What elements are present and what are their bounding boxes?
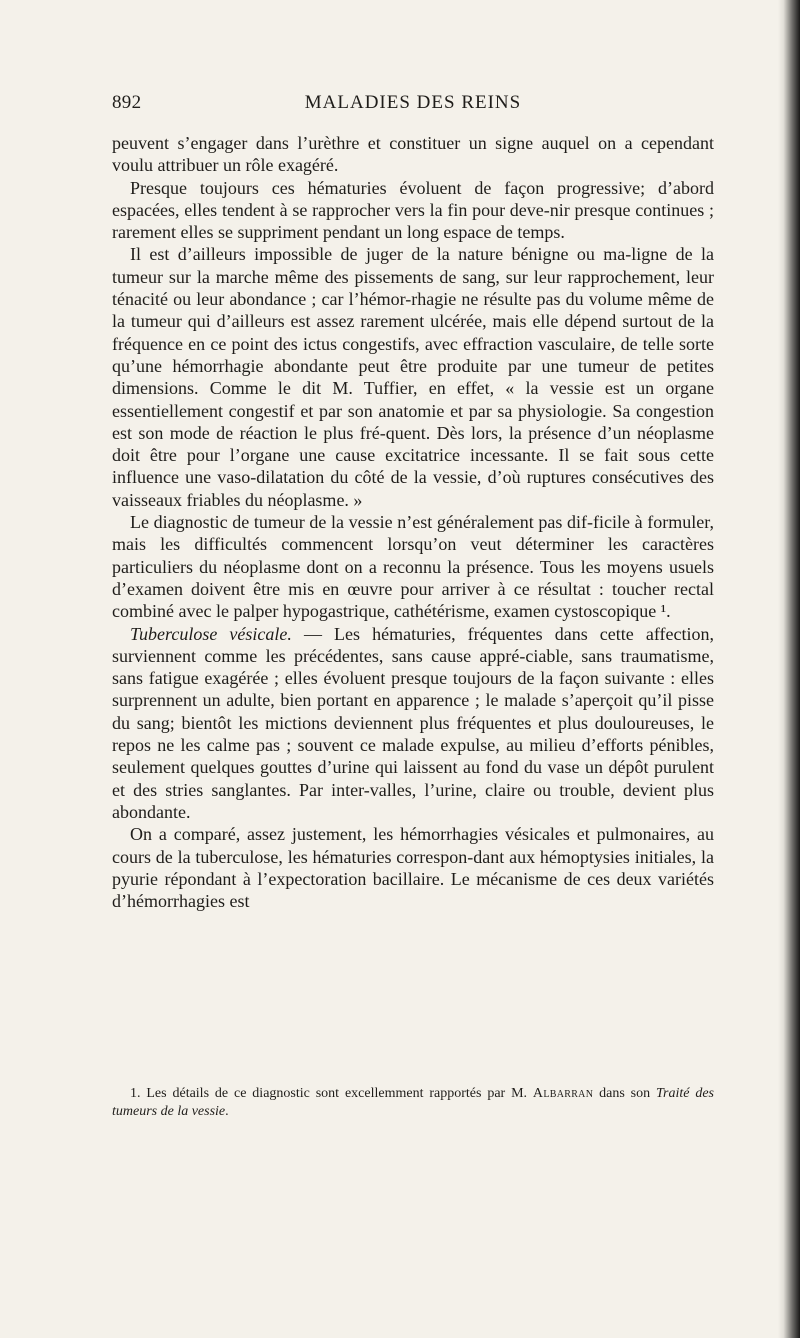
page-header (112, 92, 714, 120)
paragraph-continuation: peuvent s’engager dans l’urèthre et constituer un signe auquel on a cependant voulu attribuer un rôle exagéré. (112, 133, 714, 176)
section-heading-tuberculose: Tuberculose vésicale. (130, 623, 292, 644)
footnote-book-title: Traité des tumeurs de la vessie (112, 1086, 714, 1119)
footnote-author: Albarran (532, 1086, 594, 1101)
binding-shadow (778, 0, 800, 1338)
paragraph-comparaison: On a comparé, assez justement, les hémorrhagies vésicales et pulmonaires, au cours de la tuberculose, les hématuries correspon-dant aux hémoptysies initiales, la pyurie répondant à l’expectoration bacillaire. Le mécanisme de ces deux variétés d’hémorrhagies est (112, 824, 714, 912)
footnote-text-end: . (225, 1104, 229, 1119)
tuberculose-text: — Les hématuries, fréquentes dans cette affection, surviennent comme les précédentes, sans cause appré-ciable, sans traumatisme, sans fatigue exagérée ; elles évoluent presque toujours de la façon suivante : elles surprennent un adulte, bien portant en apparence ; le malade s’aperçoit qu’il pisse du sang; bientôt les mictions deviennent plus fréquentes et plus douloureuses, le repos ne les calme pas ; souvent ce malade expulse, au milieu d’efforts pénibles, seulement quelques gouttes d’urine qui laissent au fond du vase un dépôt purulent et des stries sanglantes. Par inter-valles, l’urine, claire ou trouble, devient plus abondante. (112, 623, 714, 822)
paragraph-tuberculose (112, 623, 714, 824)
paragraph-diagnostic: Le diagnostic de tumeur de la vessie n’est généralement pas dif-ficile à formuler, mais les difficultés commencent lorsqu’on veut déterminer les caractères particuliers du néoplasme dont on a reconnu la présence. Tous les moyens usuels d’examen doivent être mis en œuvre pour arriver à ce résultat : toucher rectal combiné avec le palper hypogastrique, cathétérisme, examen cystoscopique ¹. (112, 512, 714, 622)
footnotes (112, 1085, 714, 1121)
footnote-text-middle: dans son (593, 1086, 656, 1101)
paragraph-nature-tumeur: Il est d’ailleurs impossible de juger de la nature bénigne ou ma-ligne de la tumeur sur la marche même des pissements de sang, sur leur rapprochement, leur ténacité ou leur abondance ; car l’hémor-rhagie ne résulte pas du volume même de la tumeur qui d’ailleurs est assez rarement ulcérée, mais elle dépend surtout de la fréquence en ce point des ictus congestifs, avec effraction vasculaire, de telle sorte qu’une hémorrhagie abondante peut être produite par une tumeur de petites dimensions. Comme le dit M. Tuffier, en effet, « la vessie est un organe essentiellement congestif et par son anatomie et par sa physiologie. Sa congestion est son mode de réaction le plus fré-quent. Dès lors, la présence d’un néoplasme doit être pour l’organe une cause excitatrice incessante. Il se fait sous cette influence une vaso-dilatation du côté de la vessie, d’où ruptures consécutives des vaisseaux friables du néoplasme. » (112, 244, 714, 510)
running-title: MALADIES DES REINS (304, 92, 522, 113)
page-number: 892 (112, 92, 142, 113)
paragraph-progression: Presque toujours ces hématuries évoluent de façon progressive; d’abord espacées, elles tendent à se rapprocher vers la fin pour deve-nir presque continues ; rarement elles se suppriment pendant un long espace de temps. (112, 177, 714, 243)
footnote-1 (112, 1085, 714, 1121)
main-text (112, 132, 714, 912)
footnote-text-start: 1. Les détails de ce diagnostic sont excellemment rapportés par M. (130, 1086, 533, 1101)
